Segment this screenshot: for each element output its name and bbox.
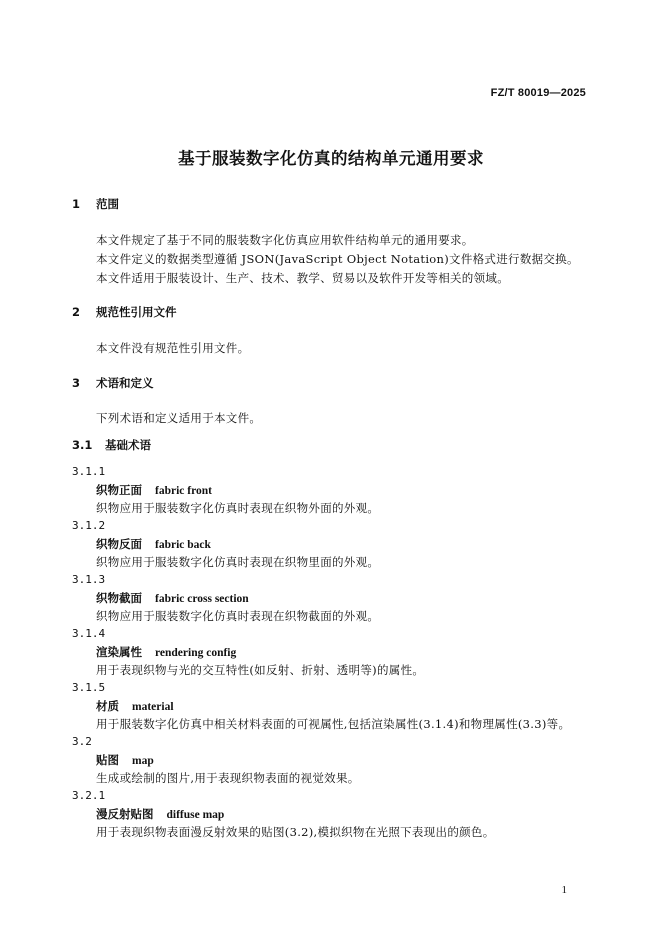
- section-title: 规范性引用文件: [96, 305, 177, 319]
- term-chinese: 织物正面: [96, 483, 142, 497]
- section-title: 基础术语: [105, 438, 151, 452]
- term-number: 3.1.2: [72, 519, 106, 532]
- term-definition: 织物应用于服装数字化仿真时表现在织物外面的外观。: [96, 501, 380, 515]
- page-number: 1: [561, 884, 567, 896]
- term-number: 3.1.5: [72, 681, 106, 694]
- term-english: rendering config: [155, 647, 237, 659]
- term-definition: 用于表现织物表面漫反射效果的贴图(3.2),模拟织物在光照下表现出的颜色。: [96, 825, 495, 839]
- section-title: 范围: [96, 197, 119, 211]
- term-definition: 织物应用于服装数字化仿真时表现在织物截面的外观。: [96, 609, 380, 623]
- terms-intro-paragraph: 下列术语和定义适用于本文件。: [96, 411, 262, 425]
- term-definition: 用于服装数字化仿真中相关材料表面的可视属性,包括渲染属性(3.1.4)和物理属性(3.3)等。: [96, 717, 571, 731]
- term-entry: [96, 482, 212, 498]
- term-entry: [96, 806, 224, 822]
- section-number: 3: [72, 376, 81, 390]
- section-number: 1: [72, 197, 81, 211]
- term-english: material: [132, 701, 174, 713]
- subsection-heading-basic-terms: [72, 437, 151, 453]
- term-number: 3.1.1: [72, 465, 106, 478]
- term-chinese: 贴图: [96, 753, 119, 767]
- term-entry: [96, 590, 249, 606]
- document-title: 基于服装数字化仿真的结构单元通用要求: [178, 149, 484, 168]
- term-definition: 织物应用于服装数字化仿真时表现在织物里面的外观。: [96, 555, 380, 569]
- term-english: fabric back: [155, 539, 211, 551]
- section-number: 2: [72, 305, 81, 319]
- term-english: map: [132, 755, 154, 767]
- section-title: 术语和定义: [96, 376, 154, 390]
- term-number: 3.1.3: [72, 573, 106, 586]
- term-entry: [96, 698, 174, 714]
- term-chinese: 渲染属性: [96, 645, 142, 659]
- section-heading-normative-references: [72, 304, 177, 320]
- scope-paragraph-1: 本文件规定了基于不同的服装数字化仿真应用软件结构单元的通用要求。: [96, 233, 474, 247]
- term-entry: [96, 644, 236, 660]
- term-chinese: 织物截面: [96, 591, 142, 605]
- section-heading-scope: [72, 196, 119, 212]
- term-number: 3.2: [72, 735, 92, 748]
- normative-paragraph: 本文件没有规范性引用文件。: [96, 341, 250, 355]
- term-english: diffuse map: [166, 809, 225, 821]
- term-chinese: 织物反面: [96, 537, 142, 551]
- section-number: 3.1: [72, 438, 93, 452]
- term-entry: [96, 536, 211, 552]
- term-chinese: 漫反射贴图: [96, 807, 154, 821]
- term-chinese: 材质: [96, 699, 119, 713]
- term-definition: 用于表现织物与光的交互特性(如反射、折射、透明等)的属性。: [96, 663, 425, 677]
- term-entry: [96, 752, 154, 768]
- term-definition: 生成或绘制的图片,用于表现织物表面的视觉效果。: [96, 771, 360, 785]
- term-number: 3.1.4: [72, 627, 106, 640]
- term-english: fabric cross section: [155, 593, 249, 605]
- section-heading-terms-definitions: [72, 375, 154, 391]
- standard-code: FZ/T 80019—2025: [490, 87, 586, 99]
- term-number: 3.2.1: [72, 789, 106, 802]
- scope-paragraph-3: 本文件适用于服装设计、生产、技术、教学、贸易以及软件开发等相关的领域。: [96, 271, 509, 285]
- term-english: fabric front: [155, 485, 212, 497]
- scope-paragraph-2: 本文件定义的数据类型遵循 JSON(JavaScript Object Notation)文件格式进行数据交换。: [96, 252, 579, 266]
